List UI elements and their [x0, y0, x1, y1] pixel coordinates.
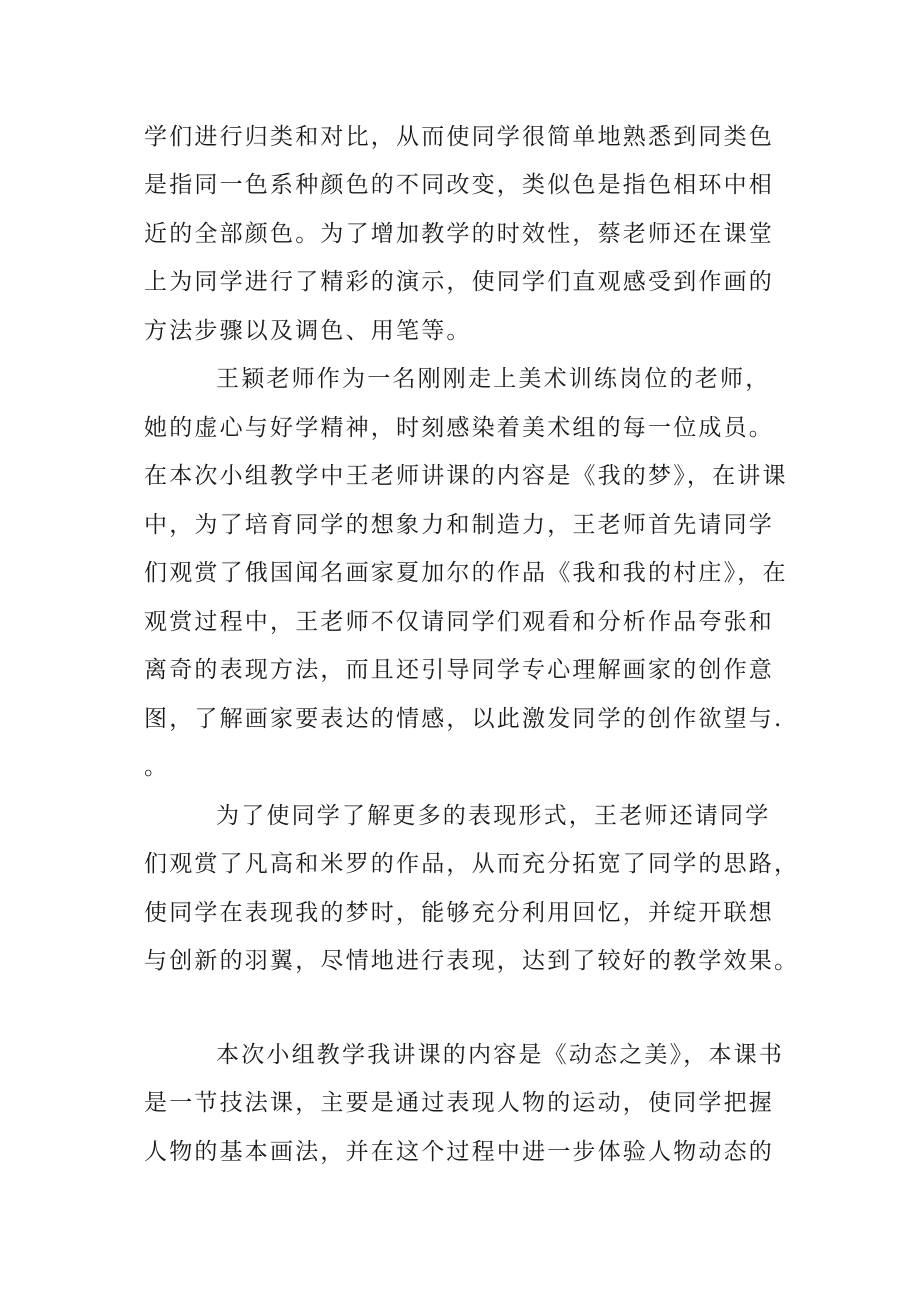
text-line: 方法步骤以及调色、用笔等。	[144, 318, 472, 344]
text-line: 。	[144, 754, 170, 780]
text-line: 与创新的羽翼，尽情地进行表现，达到了较好的教学效果。	[144, 948, 800, 974]
text-line: 们观赏了俄国闻名画家夏加尔的作品《我和我的村庄》，在	[144, 560, 788, 586]
paragraph-first-line: 王颖老师作为一名刚刚走上美术训练岗位的老师，	[216, 366, 771, 392]
text-line: 是指同一色系种颜色的不同改变，类似色是指色相环中相	[144, 172, 774, 198]
text-line: 上为同学进行了精彩的演示，使同学们直观感受到作画的	[144, 269, 774, 295]
text-line: 是一节技法课，主要是通过表现人物的运动，使同学把握	[144, 1090, 774, 1116]
text-line: 中，为了培育同学的想象力和制造力，王老师首先请同学	[144, 512, 774, 538]
text-line: 她的虚心与好学精神，时刻感染着美术组的每一位成员。	[144, 415, 774, 441]
paragraph-first-line: 为了使同学了解更多的表现形式，王老师还请同学	[216, 803, 771, 829]
text-line: 人物的基本画法，并在这个过程中进一步体验人物动态的	[144, 1139, 774, 1165]
text-line: 离奇的表现方法，而且还引导同学专心理解画家的创作意	[144, 657, 774, 683]
text-line: 使同学在表现我的梦时，能够充分利用回忆，并绽开联想	[144, 900, 774, 926]
text-line: 图，了解画家要表达的情感，以此激发同学的创作欲望与.	[144, 706, 784, 732]
text-line: 们观赏了凡高和米罗的作品，从而充分拓宽了同学的思路，	[144, 851, 800, 877]
text-line: 近的全部颜色。为了增加教学的时效性，蔡老师还在课堂	[144, 221, 774, 247]
text-line: 学们进行归类和对比，从而使同学很简单地熟悉到同类色	[144, 124, 774, 150]
text-line: 在本次小组教学中王老师讲课的内容是《我的梦》，在讲课	[144, 463, 788, 489]
text-line: 观赏过程中，王老师不仅请同学们观看和分析作品夸张和	[144, 609, 774, 635]
paragraph-first-line: 本次小组教学我讲课的内容是《动态之美》，本课书	[216, 1042, 785, 1068]
